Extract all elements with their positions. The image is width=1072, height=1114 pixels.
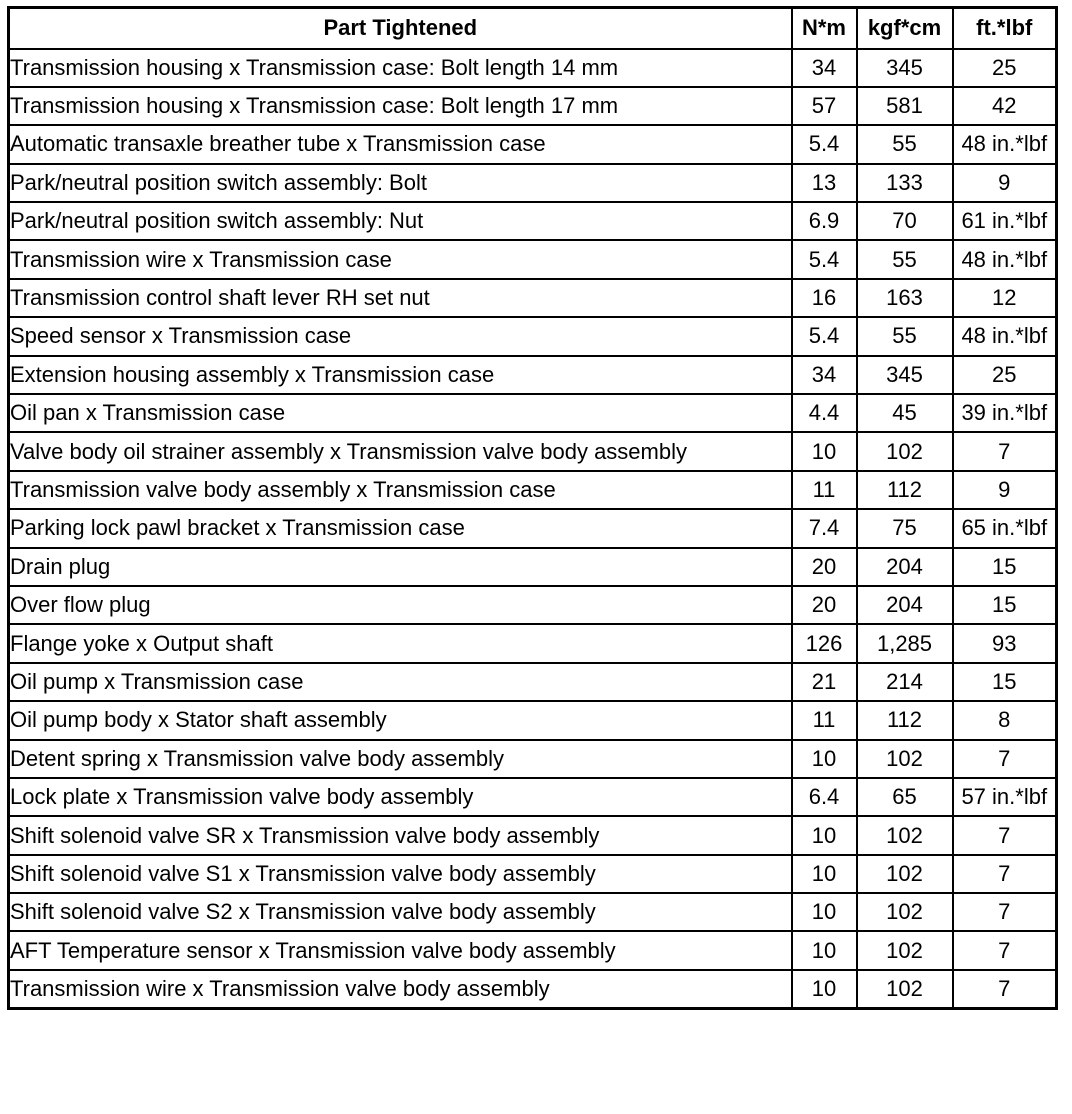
torque-kgf-cm-cell: 75 — [857, 509, 953, 547]
table-row — [9, 624, 1057, 662]
torque-ft-lbf-cell: 48 in.*lbf — [953, 317, 1057, 355]
table-row — [9, 893, 1057, 931]
torque-nm-cell: 10 — [792, 893, 857, 931]
part-name-cell: Park/neutral position switch assembly: Bolt — [9, 164, 792, 202]
table-row — [9, 931, 1057, 969]
torque-kgf-cm-cell: 55 — [857, 240, 953, 278]
table-row — [9, 586, 1057, 624]
torque-ft-lbf-cell: 15 — [953, 548, 1057, 586]
torque-kgf-cm-cell: 45 — [857, 394, 953, 432]
table-row — [9, 432, 1057, 470]
table-row — [9, 855, 1057, 893]
torque-kgf-cm-cell: 102 — [857, 931, 953, 969]
table-row — [9, 740, 1057, 778]
torque-kgf-cm-cell: 55 — [857, 125, 953, 163]
torque-kgf-cm-cell: 102 — [857, 432, 953, 470]
torque-nm-cell: 20 — [792, 586, 857, 624]
torque-nm-cell: 10 — [792, 855, 857, 893]
torque-kgf-cm-cell: 163 — [857, 279, 953, 317]
table-row — [9, 49, 1057, 87]
torque-ft-lbf-cell: 48 in.*lbf — [953, 125, 1057, 163]
table-row — [9, 394, 1057, 432]
torque-nm-cell: 5.4 — [792, 317, 857, 355]
part-name-cell: Transmission wire x Transmission case — [9, 240, 792, 278]
torque-ft-lbf-cell: 7 — [953, 931, 1057, 969]
torque-nm-cell: 7.4 — [792, 509, 857, 547]
part-name-cell: Speed sensor x Transmission case — [9, 317, 792, 355]
torque-ft-lbf-cell: 61 in.*lbf — [953, 202, 1057, 240]
table-row — [9, 471, 1057, 509]
torque-nm-cell: 21 — [792, 663, 857, 701]
part-name-cell: Extension housing assembly x Transmission case — [9, 356, 792, 394]
torque-ft-lbf-cell: 42 — [953, 87, 1057, 125]
part-name-cell: Transmission housing x Transmission case: Bolt length 14 mm — [9, 49, 792, 87]
torque-kgf-cm-cell: 214 — [857, 663, 953, 701]
torque-nm-cell: 11 — [792, 471, 857, 509]
torque-kgf-cm-cell: 133 — [857, 164, 953, 202]
torque-ft-lbf-cell: 25 — [953, 49, 1057, 87]
torque-nm-cell: 34 — [792, 356, 857, 394]
table-row — [9, 125, 1057, 163]
header-part-tightened: Part Tightened — [9, 8, 792, 49]
part-name-cell: Valve body oil strainer assembly x Transmission valve body assembly — [9, 432, 792, 470]
table-row — [9, 356, 1057, 394]
torque-ft-lbf-cell: 7 — [953, 740, 1057, 778]
table-row — [9, 87, 1057, 125]
table-row — [9, 701, 1057, 739]
torque-ft-lbf-cell: 7 — [953, 816, 1057, 854]
part-name-cell: Parking lock pawl bracket x Transmission case — [9, 509, 792, 547]
torque-kgf-cm-cell: 102 — [857, 970, 953, 1008]
torque-nm-cell: 10 — [792, 432, 857, 470]
header-nm: N*m — [792, 8, 857, 49]
torque-ft-lbf-cell: 7 — [953, 855, 1057, 893]
table-row — [9, 240, 1057, 278]
table-row — [9, 663, 1057, 701]
part-name-cell: Transmission control shaft lever RH set nut — [9, 279, 792, 317]
part-name-cell: AFT Temperature sensor x Transmission valve body assembly — [9, 931, 792, 969]
torque-kgf-cm-cell: 102 — [857, 816, 953, 854]
torque-nm-cell: 126 — [792, 624, 857, 662]
torque-nm-cell: 10 — [792, 740, 857, 778]
torque-kgf-cm-cell: 55 — [857, 317, 953, 355]
torque-nm-cell: 6.9 — [792, 202, 857, 240]
torque-ft-lbf-cell: 65 in.*lbf — [953, 509, 1057, 547]
torque-ft-lbf-cell: 15 — [953, 663, 1057, 701]
torque-kgf-cm-cell: 204 — [857, 548, 953, 586]
torque-kgf-cm-cell: 102 — [857, 740, 953, 778]
torque-ft-lbf-cell: 8 — [953, 701, 1057, 739]
part-name-cell: Transmission housing x Transmission case: Bolt length 17 mm — [9, 87, 792, 125]
table-row — [9, 279, 1057, 317]
torque-kgf-cm-cell: 204 — [857, 586, 953, 624]
torque-ft-lbf-cell: 7 — [953, 432, 1057, 470]
torque-ft-lbf-cell: 12 — [953, 279, 1057, 317]
torque-nm-cell: 10 — [792, 816, 857, 854]
part-name-cell: Over flow plug — [9, 586, 792, 624]
table-header-row — [9, 8, 1057, 49]
table-row — [9, 317, 1057, 355]
table-row — [9, 509, 1057, 547]
torque-kgf-cm-cell: 112 — [857, 471, 953, 509]
torque-kgf-cm-cell: 70 — [857, 202, 953, 240]
part-name-cell: Detent spring x Transmission valve body assembly — [9, 740, 792, 778]
table-row — [9, 202, 1057, 240]
torque-nm-cell: 11 — [792, 701, 857, 739]
torque-ft-lbf-cell: 15 — [953, 586, 1057, 624]
part-name-cell: Transmission wire x Transmission valve body assembly — [9, 970, 792, 1008]
torque-kgf-cm-cell: 581 — [857, 87, 953, 125]
torque-nm-cell: 57 — [792, 87, 857, 125]
part-name-cell: Oil pump body x Stator shaft assembly — [9, 701, 792, 739]
torque-nm-cell: 5.4 — [792, 240, 857, 278]
torque-ft-lbf-cell: 25 — [953, 356, 1057, 394]
torque-ft-lbf-cell: 57 in.*lbf — [953, 778, 1057, 816]
torque-kgf-cm-cell: 112 — [857, 701, 953, 739]
torque-nm-cell: 5.4 — [792, 125, 857, 163]
part-name-cell: Flange yoke x Output shaft — [9, 624, 792, 662]
part-name-cell: Shift solenoid valve S1 x Transmission valve body assembly — [9, 855, 792, 893]
torque-specification-table — [7, 6, 1058, 1010]
table-row — [9, 816, 1057, 854]
torque-kgf-cm-cell: 102 — [857, 855, 953, 893]
part-name-cell: Oil pump x Transmission case — [9, 663, 792, 701]
torque-ft-lbf-cell: 93 — [953, 624, 1057, 662]
torque-nm-cell: 16 — [792, 279, 857, 317]
header-ft-lbf: ft.*lbf — [953, 8, 1057, 49]
part-name-cell: Drain plug — [9, 548, 792, 586]
torque-ft-lbf-cell: 48 in.*lbf — [953, 240, 1057, 278]
table-row — [9, 164, 1057, 202]
torque-ft-lbf-cell: 9 — [953, 164, 1057, 202]
torque-kgf-cm-cell: 65 — [857, 778, 953, 816]
part-name-cell: Transmission valve body assembly x Transmission case — [9, 471, 792, 509]
torque-nm-cell: 6.4 — [792, 778, 857, 816]
part-name-cell: Lock plate x Transmission valve body assembly — [9, 778, 792, 816]
torque-nm-cell: 4.4 — [792, 394, 857, 432]
part-name-cell: Shift solenoid valve SR x Transmission valve body assembly — [9, 816, 792, 854]
torque-ft-lbf-cell: 9 — [953, 471, 1057, 509]
torque-ft-lbf-cell: 39 in.*lbf — [953, 394, 1057, 432]
table-row — [9, 548, 1057, 586]
table-body — [9, 49, 1057, 1009]
torque-ft-lbf-cell: 7 — [953, 893, 1057, 931]
torque-nm-cell: 13 — [792, 164, 857, 202]
torque-nm-cell: 10 — [792, 970, 857, 1008]
torque-ft-lbf-cell: 7 — [953, 970, 1057, 1008]
torque-kgf-cm-cell: 345 — [857, 49, 953, 87]
torque-nm-cell: 34 — [792, 49, 857, 87]
torque-kgf-cm-cell: 1,285 — [857, 624, 953, 662]
torque-nm-cell: 20 — [792, 548, 857, 586]
header-kgf-cm: kgf*cm — [857, 8, 953, 49]
part-name-cell: Oil pan x Transmission case — [9, 394, 792, 432]
torque-kgf-cm-cell: 345 — [857, 356, 953, 394]
part-name-cell: Shift solenoid valve S2 x Transmission valve body assembly — [9, 893, 792, 931]
table-row — [9, 778, 1057, 816]
torque-nm-cell: 10 — [792, 931, 857, 969]
torque-kgf-cm-cell: 102 — [857, 893, 953, 931]
part-name-cell: Park/neutral position switch assembly: Nut — [9, 202, 792, 240]
table-row — [9, 970, 1057, 1008]
part-name-cell: Automatic transaxle breather tube x Transmission case — [9, 125, 792, 163]
